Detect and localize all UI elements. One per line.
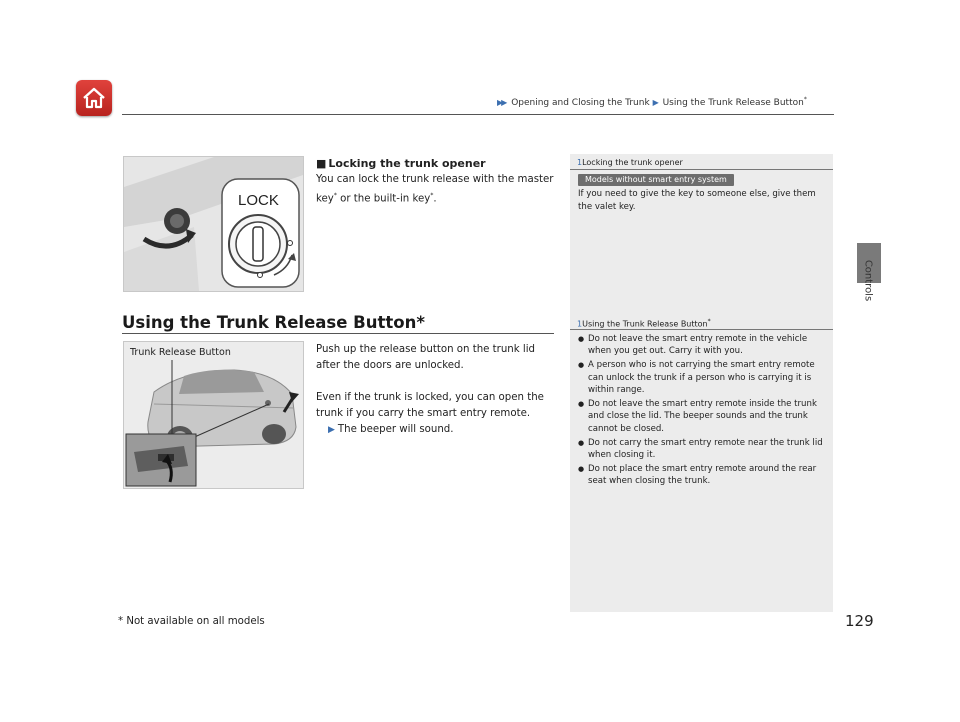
section-heading-divider	[122, 333, 554, 334]
list-item: ● Do not carry the smart entry remote near the trunk lid when closing it.	[578, 437, 828, 462]
list-item: ● Do not leave the smart entry remote in the vehicle when you get out. Carry it with you.	[578, 333, 828, 358]
breadcrumb	[497, 96, 807, 108]
note-bullet-list	[578, 333, 828, 489]
note-title-locking: 1Locking the trunk opener	[577, 158, 683, 167]
subsection-title: ■ Locking the trunk opener	[316, 157, 486, 170]
page-number: 129	[845, 612, 874, 630]
breadcrumb-star: *	[803, 96, 807, 103]
lock-figure	[123, 156, 304, 292]
home-icon	[81, 86, 107, 110]
list-item: ● A person who is not carrying the smart entry remote can unlock the trunk if a person who is carrying it is within range.	[578, 359, 828, 396]
note-divider	[570, 169, 833, 170]
list-item: ● Do not place the smart entry remote around the rear seat when closing the trunk.	[578, 463, 828, 488]
breadcrumb-arrow-icon: ▶▶	[497, 98, 506, 107]
breadcrumb-arrow-icon: ▶	[652, 98, 657, 107]
paragraph: Push up the release button on the trunk lid after the doors are unlocked.	[316, 344, 536, 371]
home-button[interactable]	[76, 80, 112, 116]
arrow-icon: ▶	[328, 425, 335, 435]
lock-figure-label: LOCK	[238, 192, 279, 209]
square-bullet-icon: ■	[316, 157, 327, 170]
section-body	[316, 342, 556, 438]
footnote-star: *	[430, 192, 434, 199]
breadcrumb-current: Using the Trunk Release Button	[662, 98, 804, 108]
footnote: * Not available on all models	[118, 616, 265, 627]
note-title-trunk-release: 1Using the Trunk Release Button*	[577, 318, 711, 329]
section-tab-label[interactable]: Controls	[862, 259, 874, 302]
section-heading: Using the Trunk Release Button*	[122, 313, 425, 332]
paragraph: Even if the trunk is locked, you can open the trunk if you carry the smart entry remote.	[316, 392, 544, 419]
note-body: If you need to give the key to someone else, give them the valet key.	[578, 189, 816, 212]
trunk-release-figure	[123, 341, 304, 489]
header-divider	[122, 114, 834, 115]
subsection-body: You can lock the trunk release with the master key* or the built-in key*.	[316, 174, 554, 205]
list-item: ● Do not leave the smart entry remote inside the trunk and close the lid. The beeper sounds and the trunk cannot be closed.	[578, 398, 828, 435]
note-divider	[570, 329, 833, 330]
breadcrumb-link-opening-closing-trunk[interactable]: Opening and Closing the Trunk	[511, 98, 650, 108]
model-badge: Models without smart entry system	[578, 174, 734, 186]
result-line: ▶ The beeper will sound.	[328, 424, 454, 435]
footnote-star: *	[333, 192, 337, 199]
trunk-release-figure-label: Trunk Release Button	[130, 347, 231, 358]
